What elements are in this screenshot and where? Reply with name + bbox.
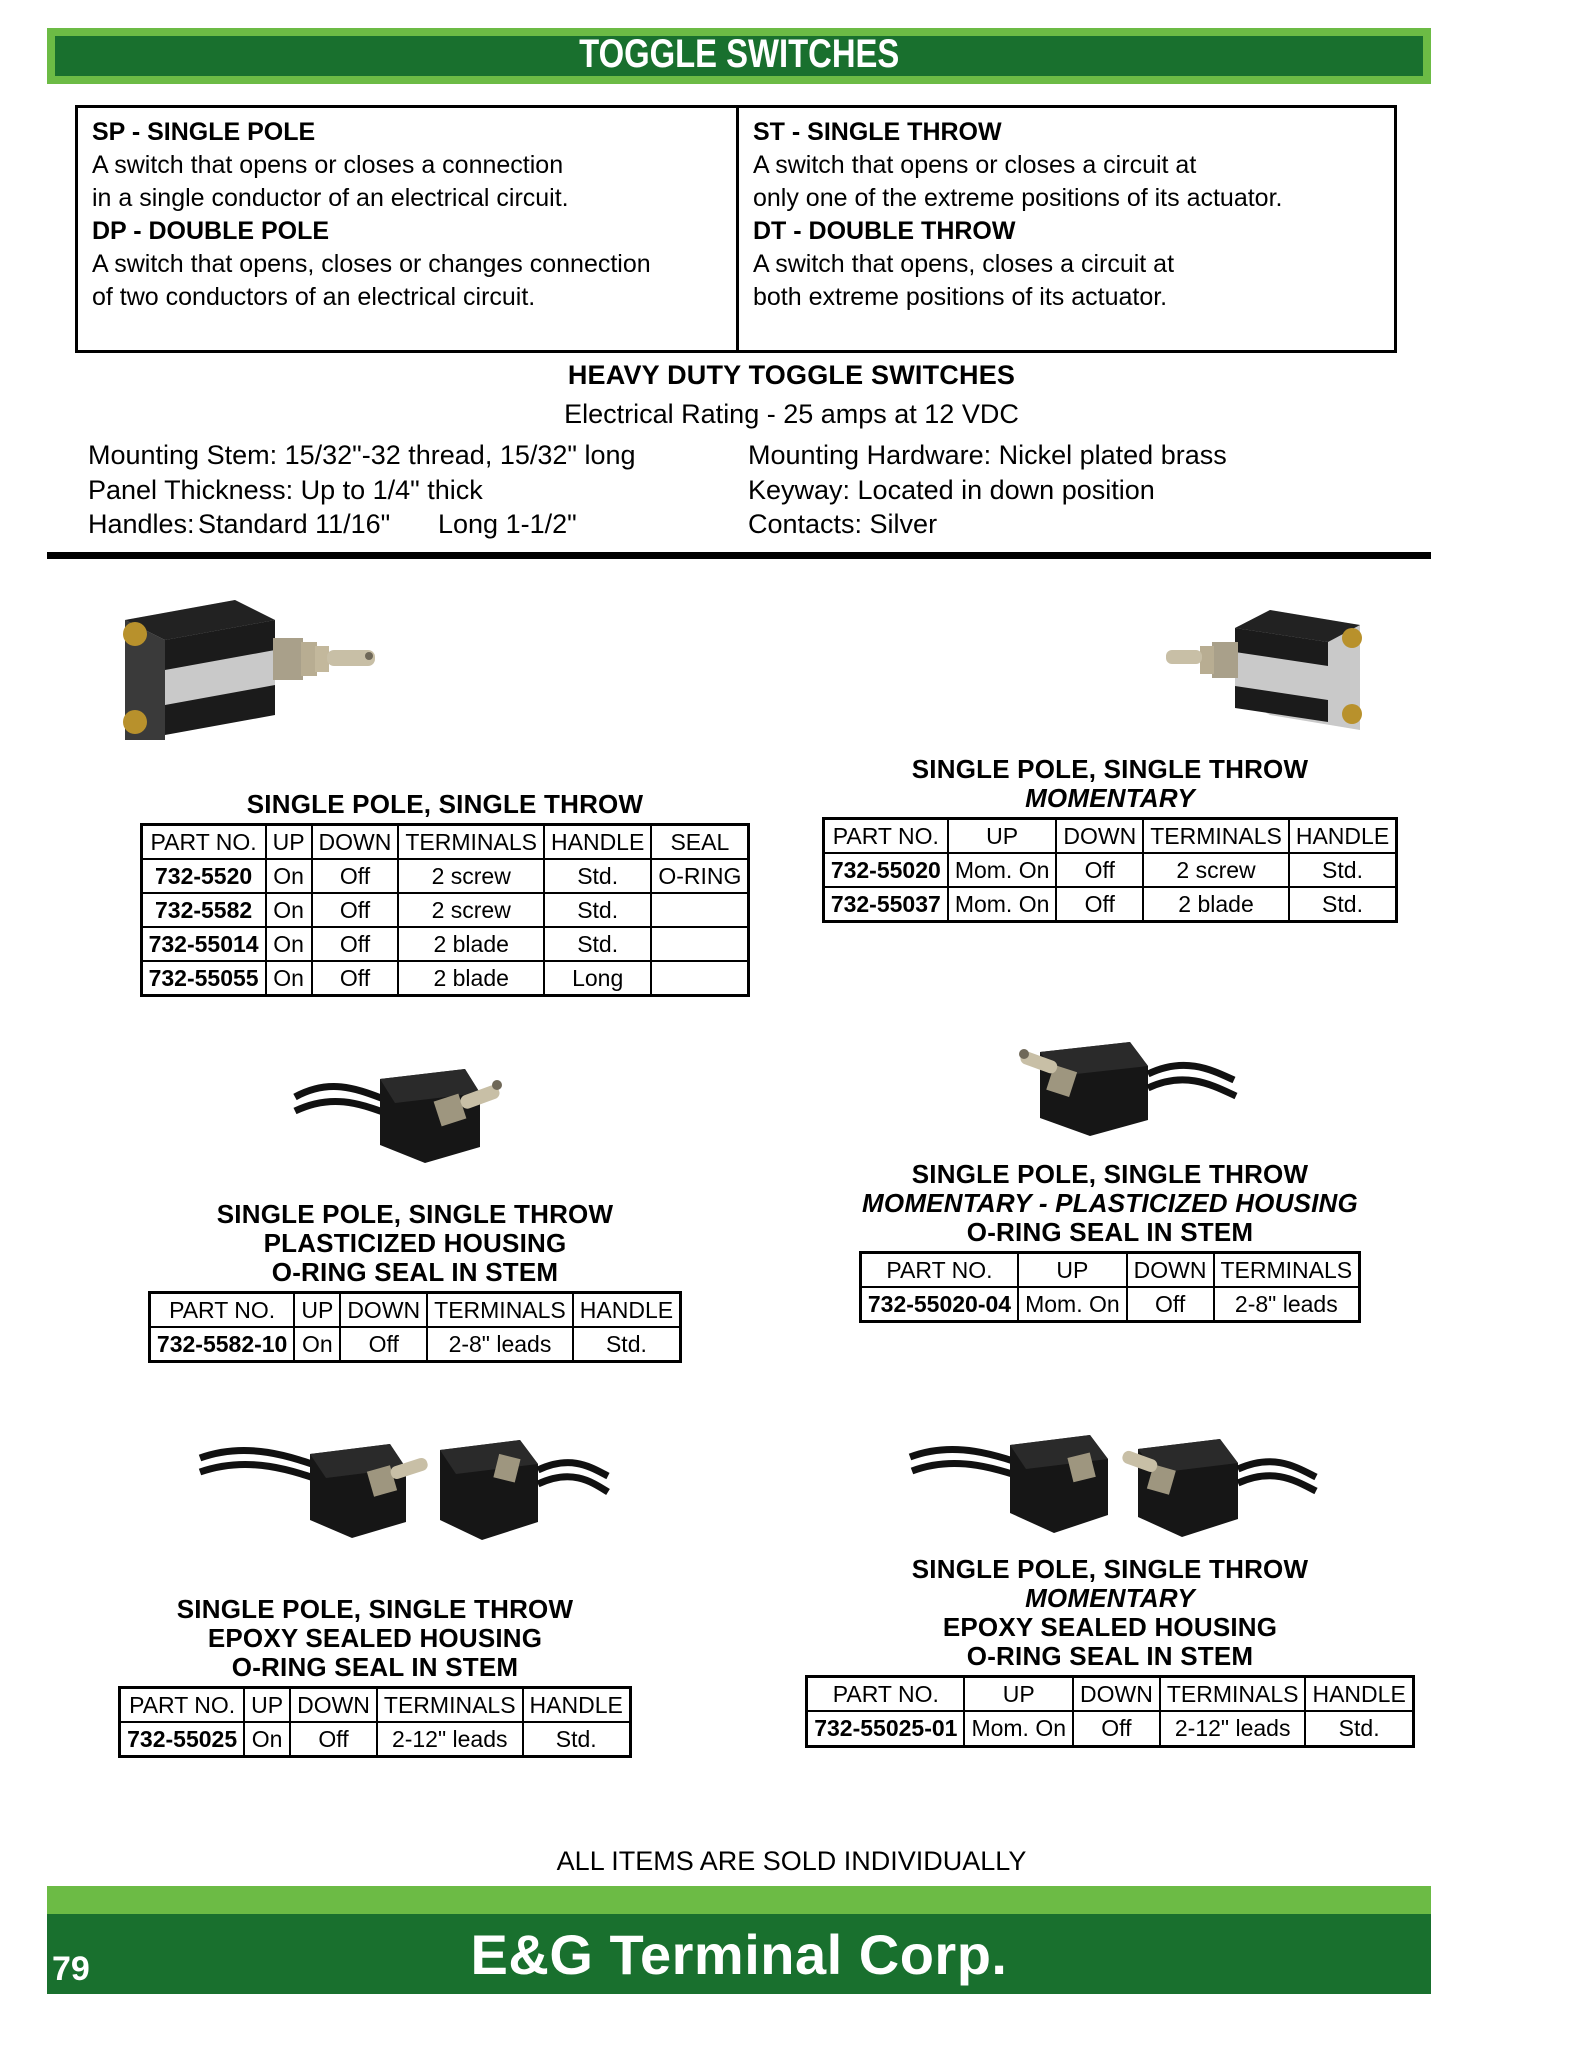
cell-terminals: 2-8" leads bbox=[427, 1327, 573, 1362]
cell-part-no: 732-55037 bbox=[823, 887, 948, 922]
section-spst-momentary bbox=[800, 755, 1420, 923]
caption-line: SINGLE POLE, SINGLE THROW bbox=[216, 1199, 614, 1229]
page-number: 79 bbox=[52, 1950, 90, 1988]
switch-photo-spst-epoxy bbox=[190, 1410, 610, 1560]
column-header-down: DOWN bbox=[312, 825, 399, 860]
cell-handle: Std. bbox=[544, 893, 651, 927]
cell-part-no: 732-5582-10 bbox=[149, 1327, 294, 1362]
switch-photo-spst-momentary-epoxy bbox=[900, 1405, 1320, 1555]
definition-term-dt: DT - DOUBLE THROW bbox=[753, 217, 1016, 245]
table-header-row bbox=[141, 825, 749, 860]
table-row bbox=[141, 927, 749, 961]
cell-terminals: 2-12" leads bbox=[377, 1722, 523, 1757]
specs-grid bbox=[88, 438, 1418, 542]
caption-line: O-RING SEAL IN STEM bbox=[231, 1652, 519, 1683]
table-row bbox=[141, 893, 749, 927]
cell-terminals: 2 blade bbox=[398, 961, 544, 996]
cell-seal bbox=[651, 961, 749, 996]
definition-desc-st-line2: only one of the extreme positions of its actuator. bbox=[753, 184, 1283, 212]
column-header-up: UP bbox=[948, 819, 1057, 854]
caption-line: SINGLE POLE, SINGLE THROW bbox=[246, 789, 644, 819]
column-header-handle: HANDLE bbox=[573, 1293, 681, 1328]
switch-photo-spst-standard bbox=[95, 590, 385, 750]
caption-line: PLASTICIZED HOUSING bbox=[263, 1228, 567, 1259]
table-row bbox=[807, 1711, 1414, 1746]
section-spst-momentary-epoxy bbox=[800, 1555, 1420, 1748]
cell-handle: Std. bbox=[1289, 887, 1397, 922]
definition-desc-dt-line1: A switch that opens, closes a circuit at bbox=[753, 250, 1175, 278]
column-header-terminals: TERMINALS bbox=[398, 825, 544, 860]
cell-terminals: 2-8" leads bbox=[1214, 1287, 1360, 1322]
cell-up: Mom. On bbox=[948, 887, 1057, 922]
parts-table-spst-momentary-plasticized bbox=[859, 1251, 1361, 1323]
definition-term-sp: SP - SINGLE POLE bbox=[92, 118, 316, 146]
cell-part-no: 732-55020-04 bbox=[860, 1287, 1018, 1322]
definitions-box bbox=[75, 105, 1397, 353]
cell-up: On bbox=[266, 927, 312, 961]
switch-photo-spst-plasticized bbox=[275, 1035, 525, 1185]
column-header-handle: HANDLE bbox=[1305, 1677, 1413, 1712]
cell-terminals: 2-12" leads bbox=[1160, 1711, 1306, 1746]
table-row bbox=[149, 1327, 680, 1362]
column-header-terminals: TERMINALS bbox=[427, 1293, 573, 1328]
switch-photo-spst-momentary bbox=[1160, 600, 1390, 740]
specs-handles-long: Long 1-1/2" bbox=[438, 509, 577, 540]
section-caption bbox=[100, 1200, 730, 1287]
column-header-terminals: TERMINALS bbox=[1143, 819, 1289, 854]
cell-down: Off bbox=[290, 1722, 377, 1757]
column-header-down: DOWN bbox=[340, 1293, 427, 1328]
footer-brand-name: E&G Terminal Corp. bbox=[470, 1922, 1008, 1986]
column-header-part-no: PART NO. bbox=[141, 825, 266, 860]
specs-mounting-hardware: Mounting Hardware: Nickel plated brass bbox=[748, 440, 1227, 470]
column-header-terminals: TERMINALS bbox=[1160, 1677, 1306, 1712]
parts-table-spst-standard bbox=[140, 823, 751, 997]
definition-term-st: ST - SINGLE THROW bbox=[753, 118, 1002, 146]
table-row bbox=[141, 961, 749, 996]
section-spst-standard bbox=[100, 790, 790, 997]
cell-part-no: 732-5520 bbox=[141, 859, 266, 893]
section-spst-momentary-plasticized bbox=[800, 1160, 1420, 1323]
cell-handle: Std. bbox=[544, 927, 651, 961]
section-spst-epoxy bbox=[100, 1595, 650, 1758]
cell-part-no: 732-55020 bbox=[823, 853, 948, 887]
cell-up: Mom. On bbox=[1018, 1287, 1127, 1322]
table-row bbox=[120, 1722, 631, 1757]
footer-top-stripe bbox=[47, 1886, 1431, 1914]
specs-handles-label: Handles: bbox=[88, 509, 195, 540]
parts-table-spst-plasticized bbox=[148, 1291, 682, 1363]
section-caption bbox=[100, 1595, 650, 1682]
table-row bbox=[823, 853, 1396, 887]
specs-row-1 bbox=[88, 438, 1418, 473]
section-caption bbox=[800, 1160, 1420, 1247]
column-header-up: UP bbox=[964, 1677, 1073, 1712]
specs-electrical-rating: Electrical Rating - 25 amps at 12 VDC bbox=[564, 399, 1019, 429]
cell-handle: Long bbox=[544, 961, 651, 996]
page-header-inner bbox=[55, 32, 1423, 76]
caption-line: SINGLE POLE, SINGLE THROW bbox=[911, 1159, 1309, 1189]
parts-table-spst-epoxy bbox=[118, 1686, 632, 1758]
specs-row-3 bbox=[88, 507, 1418, 542]
specs-keyway: Keyway: Located in down position bbox=[748, 474, 1155, 505]
column-header-down: DOWN bbox=[1056, 819, 1143, 854]
cell-down: Off bbox=[312, 893, 399, 927]
cell-handle: Std. bbox=[1305, 1711, 1413, 1746]
page-title: TOGGLE SWITCHES bbox=[578, 32, 900, 76]
table-header-row bbox=[149, 1293, 680, 1328]
caption-line: EPOXY SEALED HOUSING bbox=[207, 1623, 543, 1654]
definition-desc-dp-line1: A switch that opens, closes or changes connection bbox=[92, 250, 651, 278]
cell-seal bbox=[651, 893, 749, 927]
section-divider-rule bbox=[47, 552, 1431, 559]
column-header-handle: HANDLE bbox=[523, 1688, 631, 1723]
cell-terminals: 2 screw bbox=[1143, 853, 1289, 887]
caption-line: O-RING SEAL IN STEM bbox=[271, 1257, 559, 1288]
table-header-row bbox=[860, 1253, 1359, 1288]
cell-part-no: 732-55014 bbox=[141, 927, 266, 961]
cell-down: Off bbox=[340, 1327, 427, 1362]
cell-terminals: 2 screw bbox=[398, 859, 544, 893]
cell-handle: Std. bbox=[1289, 853, 1397, 887]
cell-down: Off bbox=[312, 927, 399, 961]
switch-photo-spst-momentary-plasticized bbox=[980, 1010, 1240, 1160]
cell-up: On bbox=[266, 893, 312, 927]
cell-terminals: 2 blade bbox=[1143, 887, 1289, 922]
caption-line: SINGLE POLE, SINGLE THROW bbox=[911, 1554, 1309, 1584]
column-header-terminals: TERMINALS bbox=[377, 1688, 523, 1723]
cell-handle: Std. bbox=[544, 859, 651, 893]
specs-title: HEAVY DUTY TOGGLE SWITCHES bbox=[567, 360, 1016, 390]
column-header-seal: SEAL bbox=[651, 825, 749, 860]
cell-up: On bbox=[244, 1722, 290, 1757]
column-header-up: UP bbox=[1018, 1253, 1127, 1288]
definition-desc-sp-line2: in a single conductor of an electrical circuit. bbox=[92, 184, 569, 212]
column-header-part-no: PART NO. bbox=[149, 1293, 294, 1328]
table-row bbox=[860, 1287, 1359, 1322]
cell-handle: Std. bbox=[523, 1722, 631, 1757]
column-header-part-no: PART NO. bbox=[860, 1253, 1018, 1288]
definition-term-dp: DP - DOUBLE POLE bbox=[92, 217, 330, 245]
cell-up: On bbox=[266, 859, 312, 893]
cell-down: Off bbox=[312, 961, 399, 996]
cell-part-no: 732-55025-01 bbox=[807, 1711, 965, 1746]
definition-desc-sp-line1: A switch that opens or closes a connection bbox=[92, 151, 564, 179]
cell-part-no: 732-55055 bbox=[141, 961, 266, 996]
cell-down: Off bbox=[1056, 853, 1143, 887]
section-spst-plasticized bbox=[100, 1200, 730, 1363]
specs-mounting-stem: Mounting Stem: 15/32"-32 thread, 15/32" long bbox=[88, 440, 636, 470]
table-header-row bbox=[807, 1677, 1414, 1712]
cell-up: On bbox=[294, 1327, 340, 1362]
column-header-up: UP bbox=[244, 1688, 290, 1723]
table-row bbox=[823, 887, 1396, 922]
section-caption bbox=[800, 1555, 1420, 1671]
column-header-down: DOWN bbox=[1127, 1253, 1214, 1288]
column-header-up: UP bbox=[266, 825, 312, 860]
section-caption bbox=[100, 790, 790, 819]
cell-part-no: 732-5582 bbox=[141, 893, 266, 927]
specs-panel-thickness: Panel Thickness: Up to 1/4" thick bbox=[88, 474, 483, 505]
specs-contacts: Contacts: Silver bbox=[748, 509, 938, 540]
caption-line-momentary: MOMENTARY bbox=[1025, 783, 1195, 814]
definition-desc-dt-line2: both extreme positions of its actuator. bbox=[753, 283, 1168, 311]
column-header-part-no: PART NO. bbox=[807, 1677, 965, 1712]
column-header-terminals: TERMINALS bbox=[1214, 1253, 1360, 1288]
column-header-down: DOWN bbox=[1073, 1677, 1160, 1712]
specs-handles bbox=[88, 507, 748, 542]
column-header-handle: HANDLE bbox=[544, 825, 651, 860]
definitions-column-pole bbox=[78, 108, 736, 350]
parts-table-spst-momentary bbox=[822, 817, 1398, 923]
column-header-up: UP bbox=[294, 1293, 340, 1328]
page-header-banner bbox=[47, 28, 1431, 84]
table-header-row bbox=[120, 1688, 631, 1723]
cell-up: Mom. On bbox=[964, 1711, 1073, 1746]
column-header-handle: HANDLE bbox=[1289, 819, 1397, 854]
caption-line: O-RING SEAL IN STEM bbox=[966, 1217, 1254, 1248]
specs-row-2 bbox=[88, 473, 1418, 508]
caption-line: SINGLE POLE, SINGLE THROW bbox=[911, 754, 1309, 784]
cell-up: Mom. On bbox=[948, 853, 1057, 887]
cell-up: On bbox=[266, 961, 312, 996]
column-header-down: DOWN bbox=[290, 1688, 377, 1723]
caption-line: O-RING SEAL IN STEM bbox=[966, 1641, 1254, 1672]
cell-terminals: 2 blade bbox=[398, 927, 544, 961]
caption-line: SINGLE POLE, SINGLE THROW bbox=[176, 1594, 574, 1624]
specs-handles-standard: Standard 11/16" bbox=[198, 509, 391, 540]
column-header-part-no: PART NO. bbox=[823, 819, 948, 854]
cell-terminals: 2 screw bbox=[398, 893, 544, 927]
cell-down: Off bbox=[1056, 887, 1143, 922]
table-row bbox=[141, 859, 749, 893]
caption-line: EPOXY SEALED HOUSING bbox=[942, 1612, 1278, 1643]
definitions-column-throw bbox=[736, 108, 1394, 350]
parts-table-spst-momentary-epoxy bbox=[805, 1675, 1415, 1747]
cell-down: Off bbox=[1127, 1287, 1214, 1322]
definition-desc-st-line1: A switch that opens or closes a circuit at bbox=[753, 151, 1197, 179]
caption-line-momentary: MOMENTARY - PLASTICIZED HOUSING bbox=[862, 1188, 1358, 1219]
cell-down: Off bbox=[1073, 1711, 1160, 1746]
table-header-row bbox=[823, 819, 1396, 854]
cell-part-no: 732-55025 bbox=[120, 1722, 245, 1757]
caption-line-momentary: MOMENTARY bbox=[1025, 1583, 1195, 1614]
cell-down: Off bbox=[312, 859, 399, 893]
column-header-part-no: PART NO. bbox=[120, 1688, 245, 1723]
cell-handle: Std. bbox=[573, 1327, 681, 1362]
cell-seal bbox=[651, 927, 749, 961]
section-caption bbox=[800, 755, 1420, 813]
sold-individually-note: ALL ITEMS ARE SOLD INDIVIDUALLY bbox=[556, 1846, 1027, 1876]
cell-seal: O-RING bbox=[651, 859, 749, 893]
definition-desc-dp-line2: of two conductors of an electrical circuit. bbox=[92, 283, 536, 311]
